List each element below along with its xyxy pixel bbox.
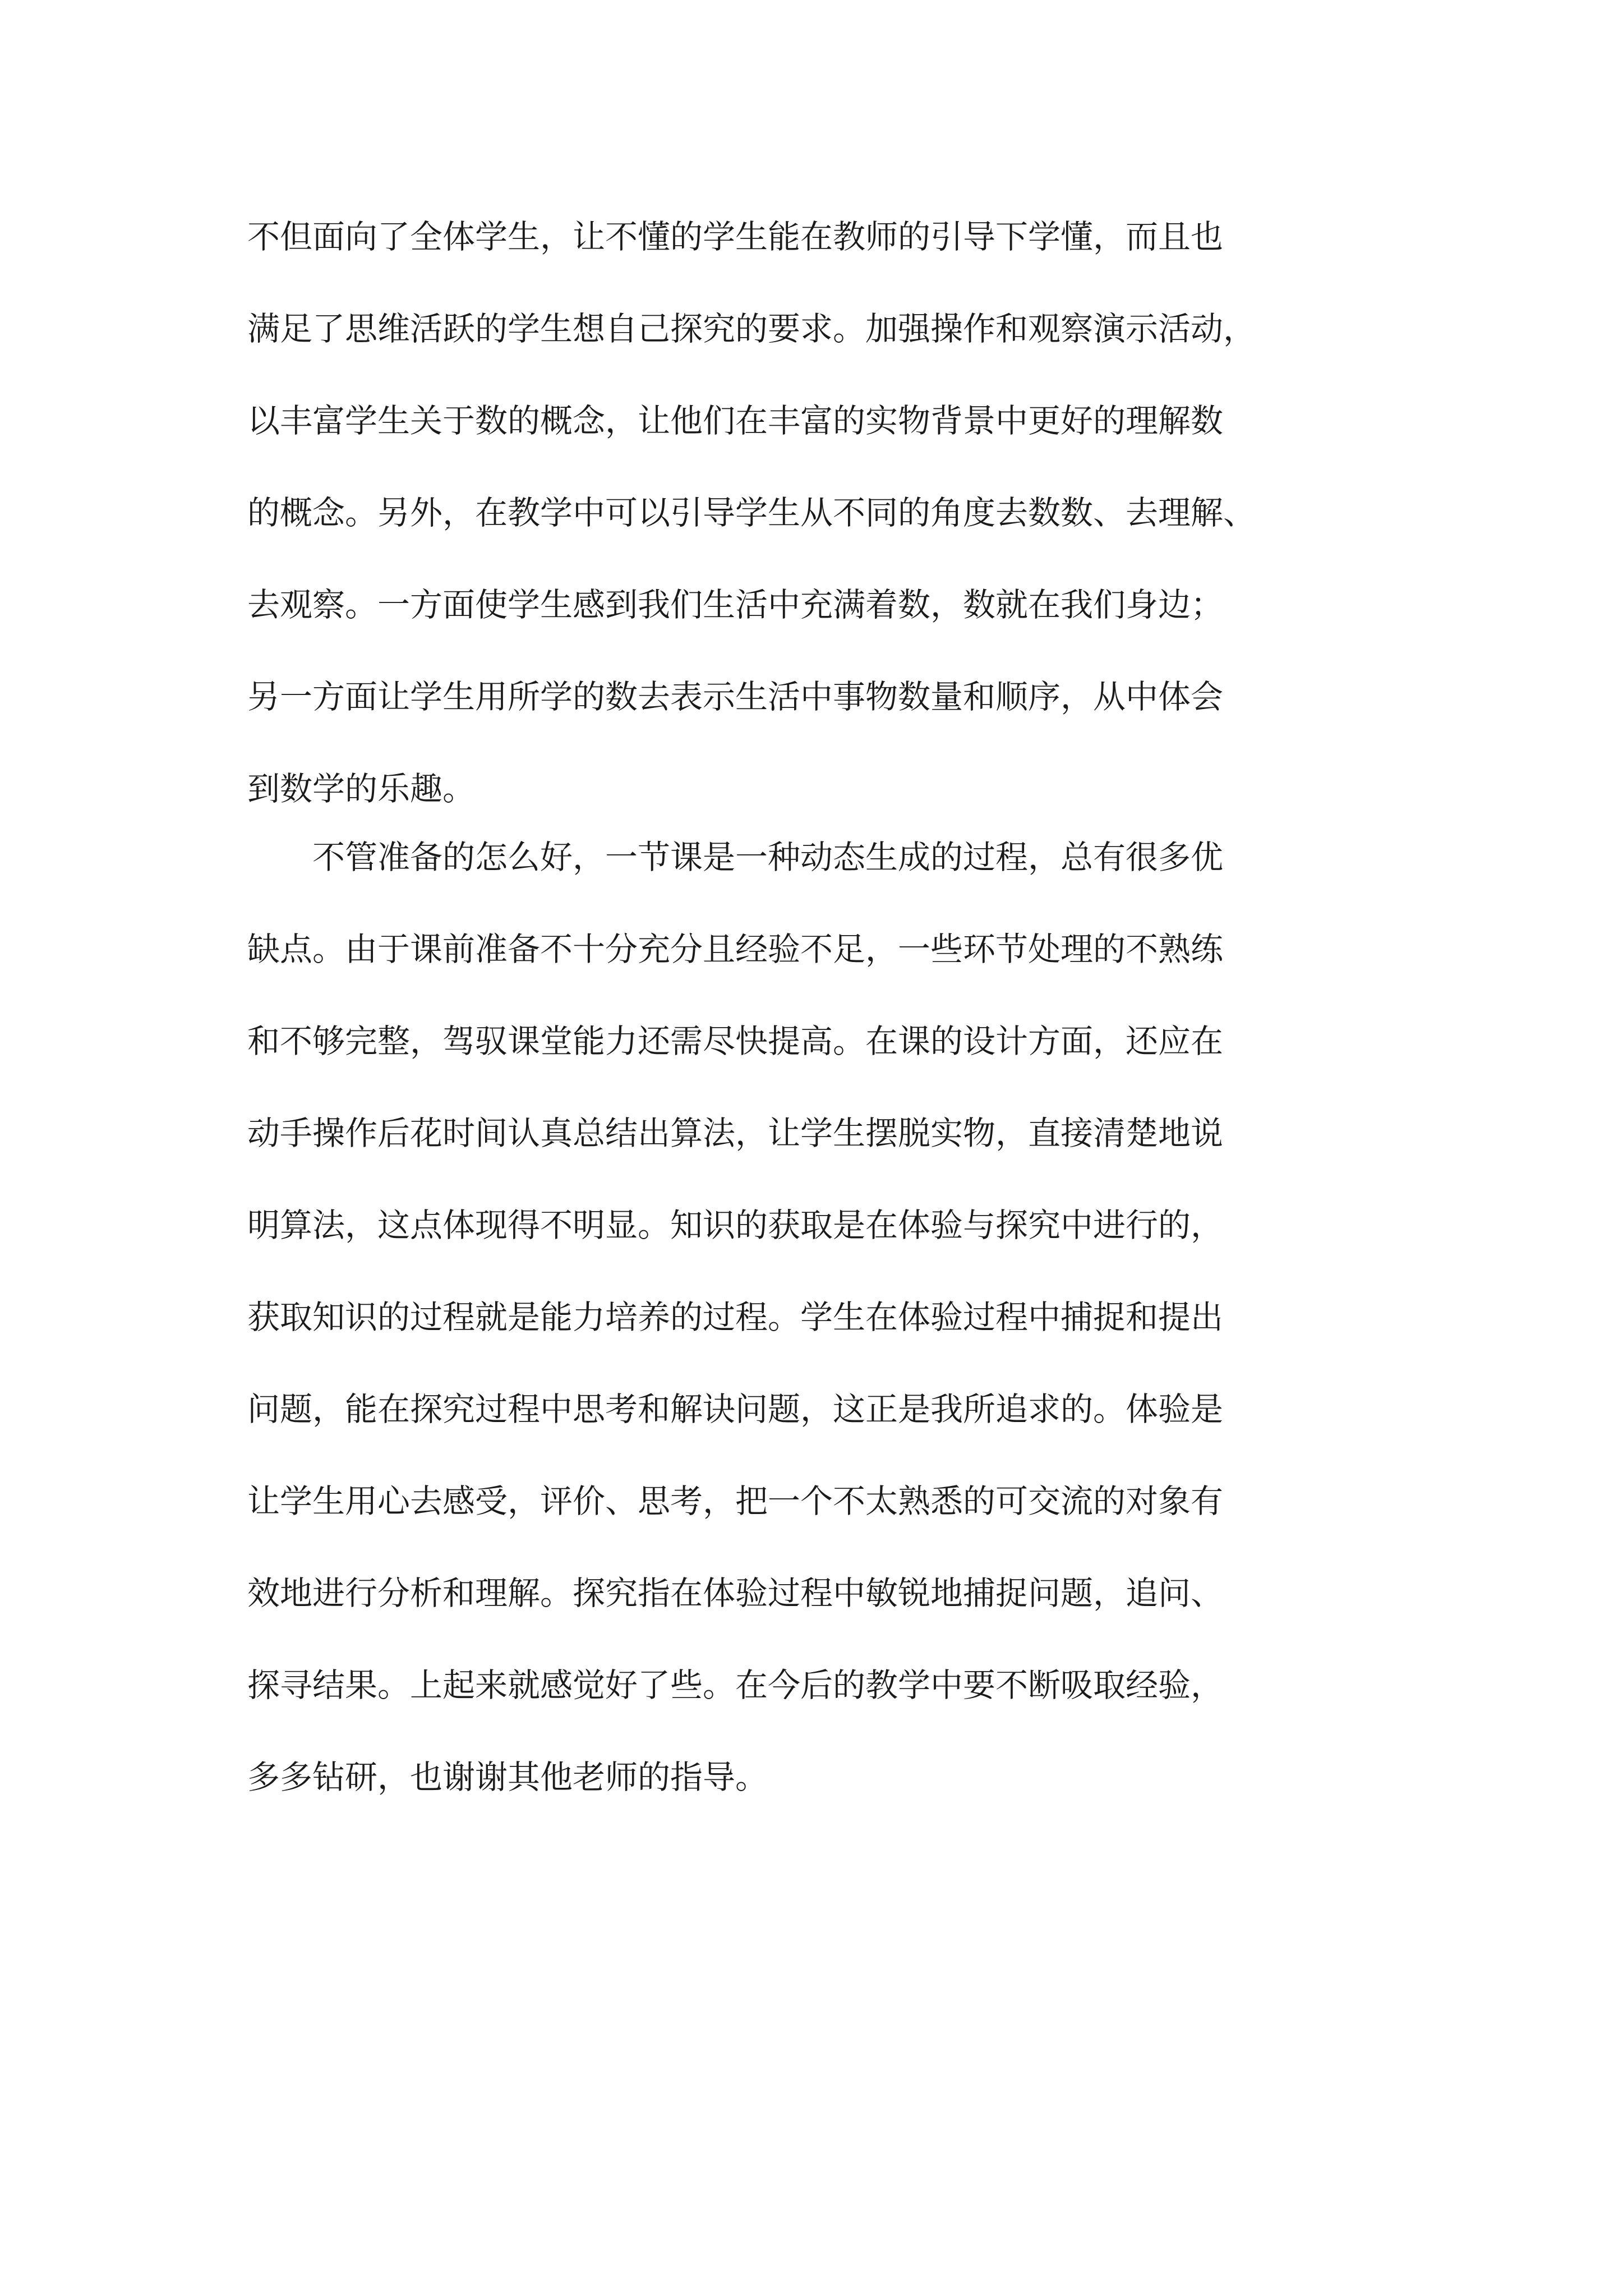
- paragraph-line: 和不够完整，驾驭课堂能力还需尽快提高。在课的设计方面，还应在: [247, 1022, 1224, 1060]
- paragraph-line: 效地进行分析和理解。探究指在体验过程中敏锐地捕捉问题，追问、: [247, 1574, 1224, 1612]
- paragraph-line: 问题，能在探究过程中思考和解诀问题，这正是我所追求的。体验是: [247, 1390, 1224, 1428]
- paragraph-2: [247, 835, 1425, 1800]
- paragraph-line: 不管准备的怎么好，一节课是一种动态生成的过程，总有很多优: [247, 838, 1224, 876]
- paragraph-line: 不但面向了全体学生，让不懂的学生能在教师的引导下学懂，而且也: [247, 218, 1224, 256]
- paragraph-line: 以丰富学生关于数的概念，让他们在丰富的实物背景中更好的理解数: [247, 402, 1224, 440]
- paragraph-line: 缺点。由于课前准备不十分充分且经验不足，一些环节处理的不熟练: [247, 930, 1224, 968]
- paragraph-line: 去观察。一方面使学生感到我们生活中充满着数，数就在我们身边；: [247, 586, 1224, 624]
- paragraph-line: 探寻结果。上起来就感觉好了些。在今后的教学中要不断吸取经验，: [247, 1666, 1224, 1704]
- paragraph-line: 多多钻研，也谢谢其他老师的指导。: [247, 1758, 768, 1796]
- paragraph-line: 满足了思维活跃的学生想自己探究的要求。加强操作和观察演示活动，: [247, 310, 1256, 348]
- paragraph-1: [247, 214, 1425, 811]
- paragraph-line: 获取知识的过程就是能力培养的过程。学生在体验过程中捕捉和提出: [247, 1298, 1224, 1336]
- paragraph-line: 动手操作后花时间认真总结出算法，让学生摆脱实物，直接清楚地说: [247, 1114, 1224, 1152]
- paragraph-line: 另一方面让学生用所学的数去表示生活中事物数量和顺序，从中体会: [247, 678, 1224, 716]
- paragraph-line: 让学生用心去感受，评价、思考，把一个不太熟悉的可交流的对象有: [247, 1482, 1224, 1520]
- paragraph-line: 明算法，这点体现得不明显。知识的获取是在体验与探究中进行的，: [247, 1206, 1224, 1244]
- paragraph-line: 的概念。另外，在教学中可以引导学生从不同的角度去数数、去理解、: [247, 494, 1256, 532]
- paragraph-line: 到数学的乐趣。: [247, 770, 476, 808]
